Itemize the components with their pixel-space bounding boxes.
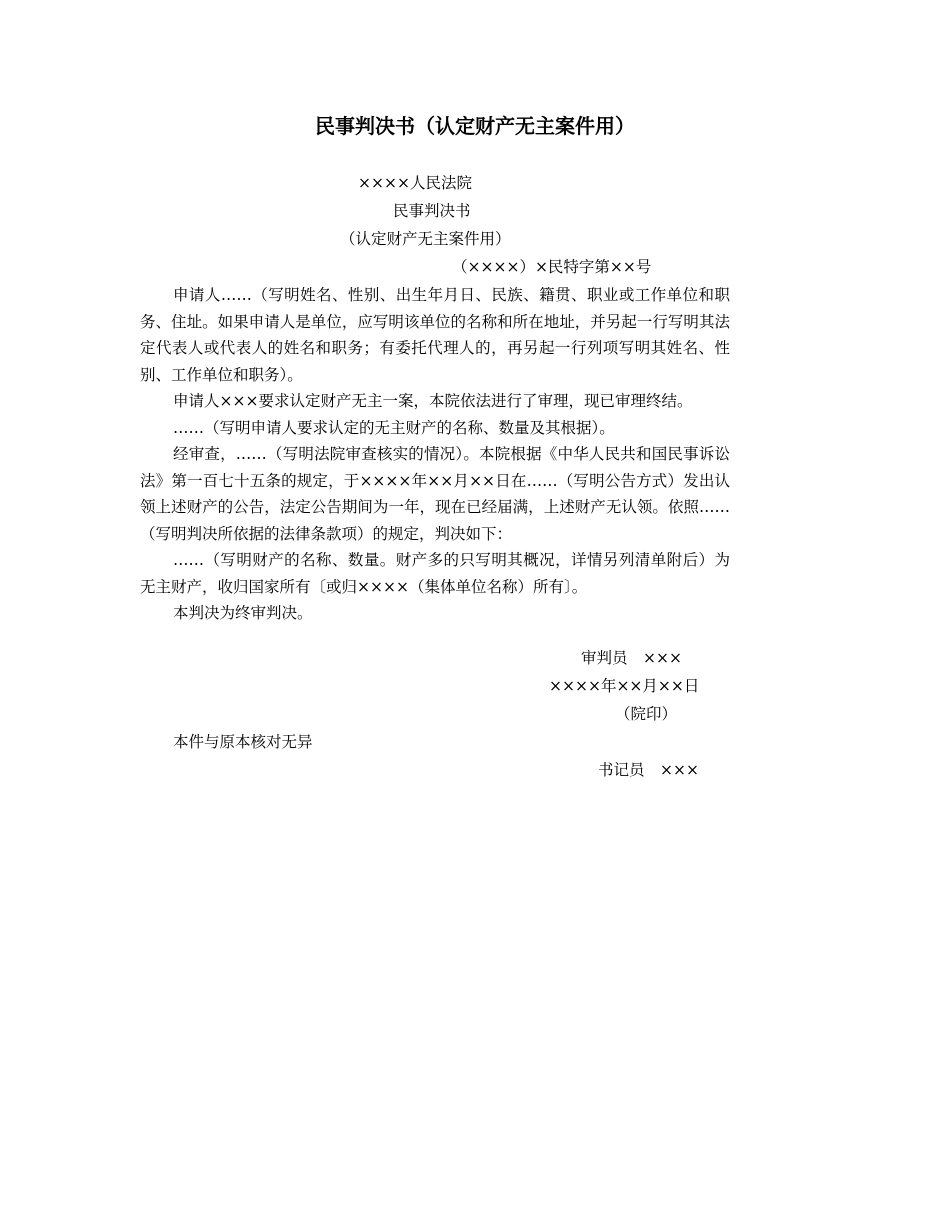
doc-subtitle: （认定财产无主案件用） — [340, 230, 511, 248]
paragraph-case-intro: 申请人×××要求认定财产无主一案，本院依法进行了审理，现已审理终结。 — [173, 392, 693, 410]
case-number: （××××）×民特字第××号 — [452, 258, 652, 276]
paragraph-judgment: ……（写明财产的名称、数量。财产多的只写明其概况，详情另列清单附后）为无主财产，收归国家所有〔或归××××（集体单位名称）所有〕。 — [140, 551, 730, 596]
verification-note: 本件与原本核对无异 — [173, 733, 313, 751]
document-title: 民事判决书（认定财产无主案件用） — [315, 114, 635, 138]
paragraph-claim: ……（写明申请人要求认定的无主财产的名称、数量及其根据）。 — [173, 418, 615, 437]
clerk-signature: 书记员 ××× — [598, 761, 699, 779]
court-seal: （院印） — [615, 705, 678, 723]
judgment-date: ××××年××月××日 — [549, 677, 700, 695]
paragraph-applicant-info: 申请人……（写明姓名、性别、出生年月日、民族、籍贯、职业或工作单位和职务、住址。如果申请人是单位，应写明该单位的名称和所在地址，并另起一行写明其法定代表人或代表人的姓名和职务；有委托代理人的，再另起一行列项写明其姓名、性别、工作单位和职务）。 — [140, 286, 730, 384]
paragraph-final: 本判决为终审判决。 — [173, 604, 313, 622]
court-name: ××××人民法院 — [358, 174, 472, 192]
paragraph-review: 经审查，……（写明法院审查核实的情况）。本院根据《中华人民共和国民事诉讼法》第一百七十五条的规定，于××××年××月××日在……（写明公告方式）发出认领上述财产的公告，法定公告期间为一年，现在已经届满，上述财产无认领。依照……（写明判决所依据的法律条款项）的规定，判决如下： — [140, 445, 730, 543]
doc-type: 民事判决书 — [393, 202, 471, 220]
document-body — [140, 282, 730, 627]
judge-signature: 审判员 ××× — [581, 649, 682, 667]
